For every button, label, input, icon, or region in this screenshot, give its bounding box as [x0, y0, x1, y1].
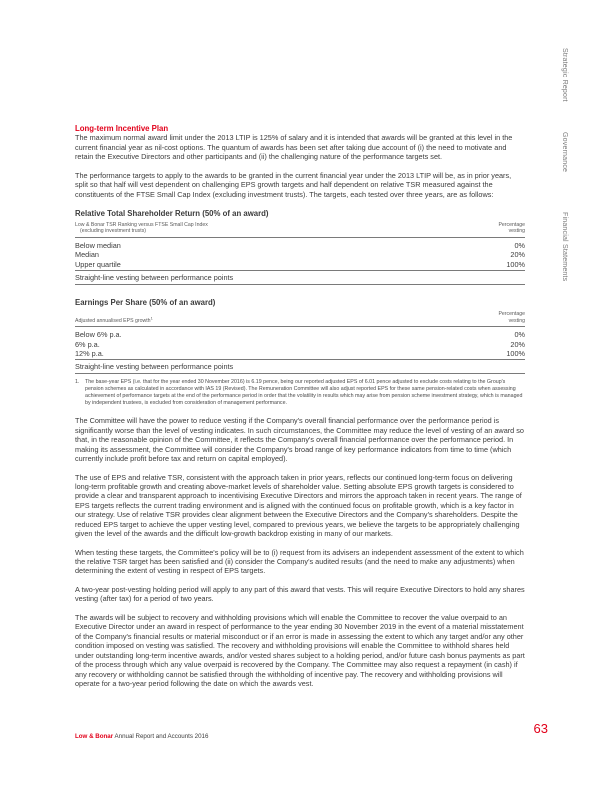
body-paragraph-1: The Committee will have the power to reduce vesting if the Company's overall financial performance over the performance period is significantly worse than the level of vesting indicates. In such circumstances, the Committee may reduce the level of vesting of an award so that, in the reasonable opinion of the Committee, it reflects the Company's overall financial performance over the performance period. In making its assessment, the Committee will consider the Company's broad range of key performance indicators from time to time (which currently include profit before tax and return on capital employed). — [75, 416, 524, 464]
eps-table-heading: Earnings Per Share (50% of an award) — [75, 298, 216, 308]
body-paragraph-4: A two-year post-vesting holding period will apply to any part of this award that vests. This will require Executive Directors to hold any shares vesting (after tax) for a period of two years. — [75, 585, 525, 604]
body-paragraph-3: When testing these targets, the Committee's policy will be to (i) request from its advisers an independent assessment of the extent to which the relative TSR target has been satisfied and (ii) consider the Company's audited results (and the need to make any adjustments) when determining the extent of vesting in respect of EPS targets. — [75, 547, 524, 576]
table-row: Below median 0% — [75, 240, 525, 250]
side-navigation — [553, 0, 583, 792]
table-row: Below 6% p.a. 0% — [75, 330, 525, 340]
table-row: Upper quartile 100% — [75, 260, 525, 270]
side-tab-governance[interactable]: Governance — [561, 132, 568, 173]
footer-text: Annual Report and Accounts 2016 — [113, 733, 209, 740]
intro-paragraph-1: The maximum normal award limit under the 2013 LTIP is 125% of salary and it is intended that awards will be granted at this level in the current financial year as nil-cost options. The quantum of awards has been set after taking due account of (i) the need to motivate and retain the Executive Directors and other participants and (ii) the challenging nature of the performance targets set. — [75, 133, 513, 162]
body-paragraph-2: The use of EPS and relative TSR, consistent with the approach taken in prior years, reflects our continued long-term focus on delivering long-term profitable growth and creating above-market levels of shareholder value. Setting absolute EPS growth targets is considered to provide a clear and transparent approach to incentivising Executive Directors and mirrors the approach taken in recent years. The range of EPS targets reflects the current trading environment and is aligned with the continued focus on profitable growth, which is a key factor in our strategy. Use of relative TSR provides clear alignment between the Executive Directors and the Company's shareholders. Despite the reduced EPS target to achieve the upper vesting level, compared to previous years, we believe the targets to be appropriately challenging given the level of the awards and the difficult low-growth backdrop existing in many of our markets. — [75, 472, 522, 539]
eps-table-header — [75, 311, 525, 326]
section-title: Long-term Incentive Plan — [75, 124, 169, 133]
eps-table — [75, 311, 525, 374]
footnote — [75, 379, 525, 407]
eps-table-footer: Straight-line vesting between performance points — [75, 359, 525, 374]
footnote-text: The base-year EPS (i.e. that for the year ended 30 November 2016) is 6.19 pence, being our reported adjusted EPS of 6.01 pence adjusted to exclude costs relating to the Group's pension schemes as calculated in accordance with IAS 19 (Revised). The Remuneration Committee will also adjust reported EPS for these same pension-related costs when assessing achievement of performance targets at the end of the performance period in order that the volatility in results which may arise from pension scheme investment strategy, which is managed by independent trustees, is excluded from consideration of management performance. — [85, 379, 523, 407]
side-tab-strategic-report[interactable]: Strategic Report — [561, 48, 568, 102]
side-tab-financial-statements[interactable]: Financial Statements — [561, 212, 568, 282]
tsr-table-header — [75, 222, 525, 237]
footnote-number: 1. — [75, 379, 80, 386]
footer-brand: Low & Bonar — [75, 733, 114, 740]
body-paragraph-5: The awards will be subject to recovery and withholding provisions which will enable the Committee to recover the value overpaid to an Executive Director under an award in respect of performance to the year ending 30 November 2019 in the event of a material misstatement of the Company's financial results or material misconduct or if an error is made in assessing the extent to which any target and/or any other condition imposed on vesting was satisfied. The recovery and withholding provisions will enable the Committee to withhold shares held under outstanding long-term incentive awards, and/or vested shares subject to a holding period, and/or future cash bonus payments as part of the process through which any value overpaid is recovered by the Company. The Committee may also request a repayment (in cash) if any recovery or withholding cannot be satisfied through the withholding of incentive pay. The recovery and withholding provisions will operate for a two-year period following the date on which the awards vest. — [75, 613, 525, 688]
tsr-col2-header: Percentage vesting — [450, 222, 525, 237]
tsr-table-heading: Relative Total Shareholder Return (50% of an award) — [75, 209, 269, 219]
eps-col1-header: Adjusted annualised EPS growth$^1$ — [75, 311, 410, 326]
table-row: 6% p.a. 20% — [75, 339, 525, 349]
tsr-table — [75, 222, 525, 285]
page-content — [75, 124, 525, 688]
page-footer — [75, 733, 208, 740]
table-row: Median 20% — [75, 250, 525, 260]
tsr-table-footer: Straight-line vesting between performance points — [75, 270, 525, 285]
table-row: 12% p.a. 100% — [75, 349, 525, 359]
intro-paragraph-2: The performance targets to apply to the awards to be granted in the current financial year under the 2013 LTIP will be, as in prior years, split so that half will vest dependent on challenging EPS growth targets and half dependent on relative TSR measured against the constituents of the FTSE Small Cap Index (excluding investment trusts). The targets, each tested over three years, are as follows: — [75, 170, 512, 199]
eps-col2-header: Percentage vesting — [410, 311, 525, 326]
tsr-col1-header: Low & Bonar TSR Ranking versus FTSE Small Cap Index (excluding investment trusts) — [75, 222, 450, 237]
page-number: 63 — [533, 721, 548, 736]
